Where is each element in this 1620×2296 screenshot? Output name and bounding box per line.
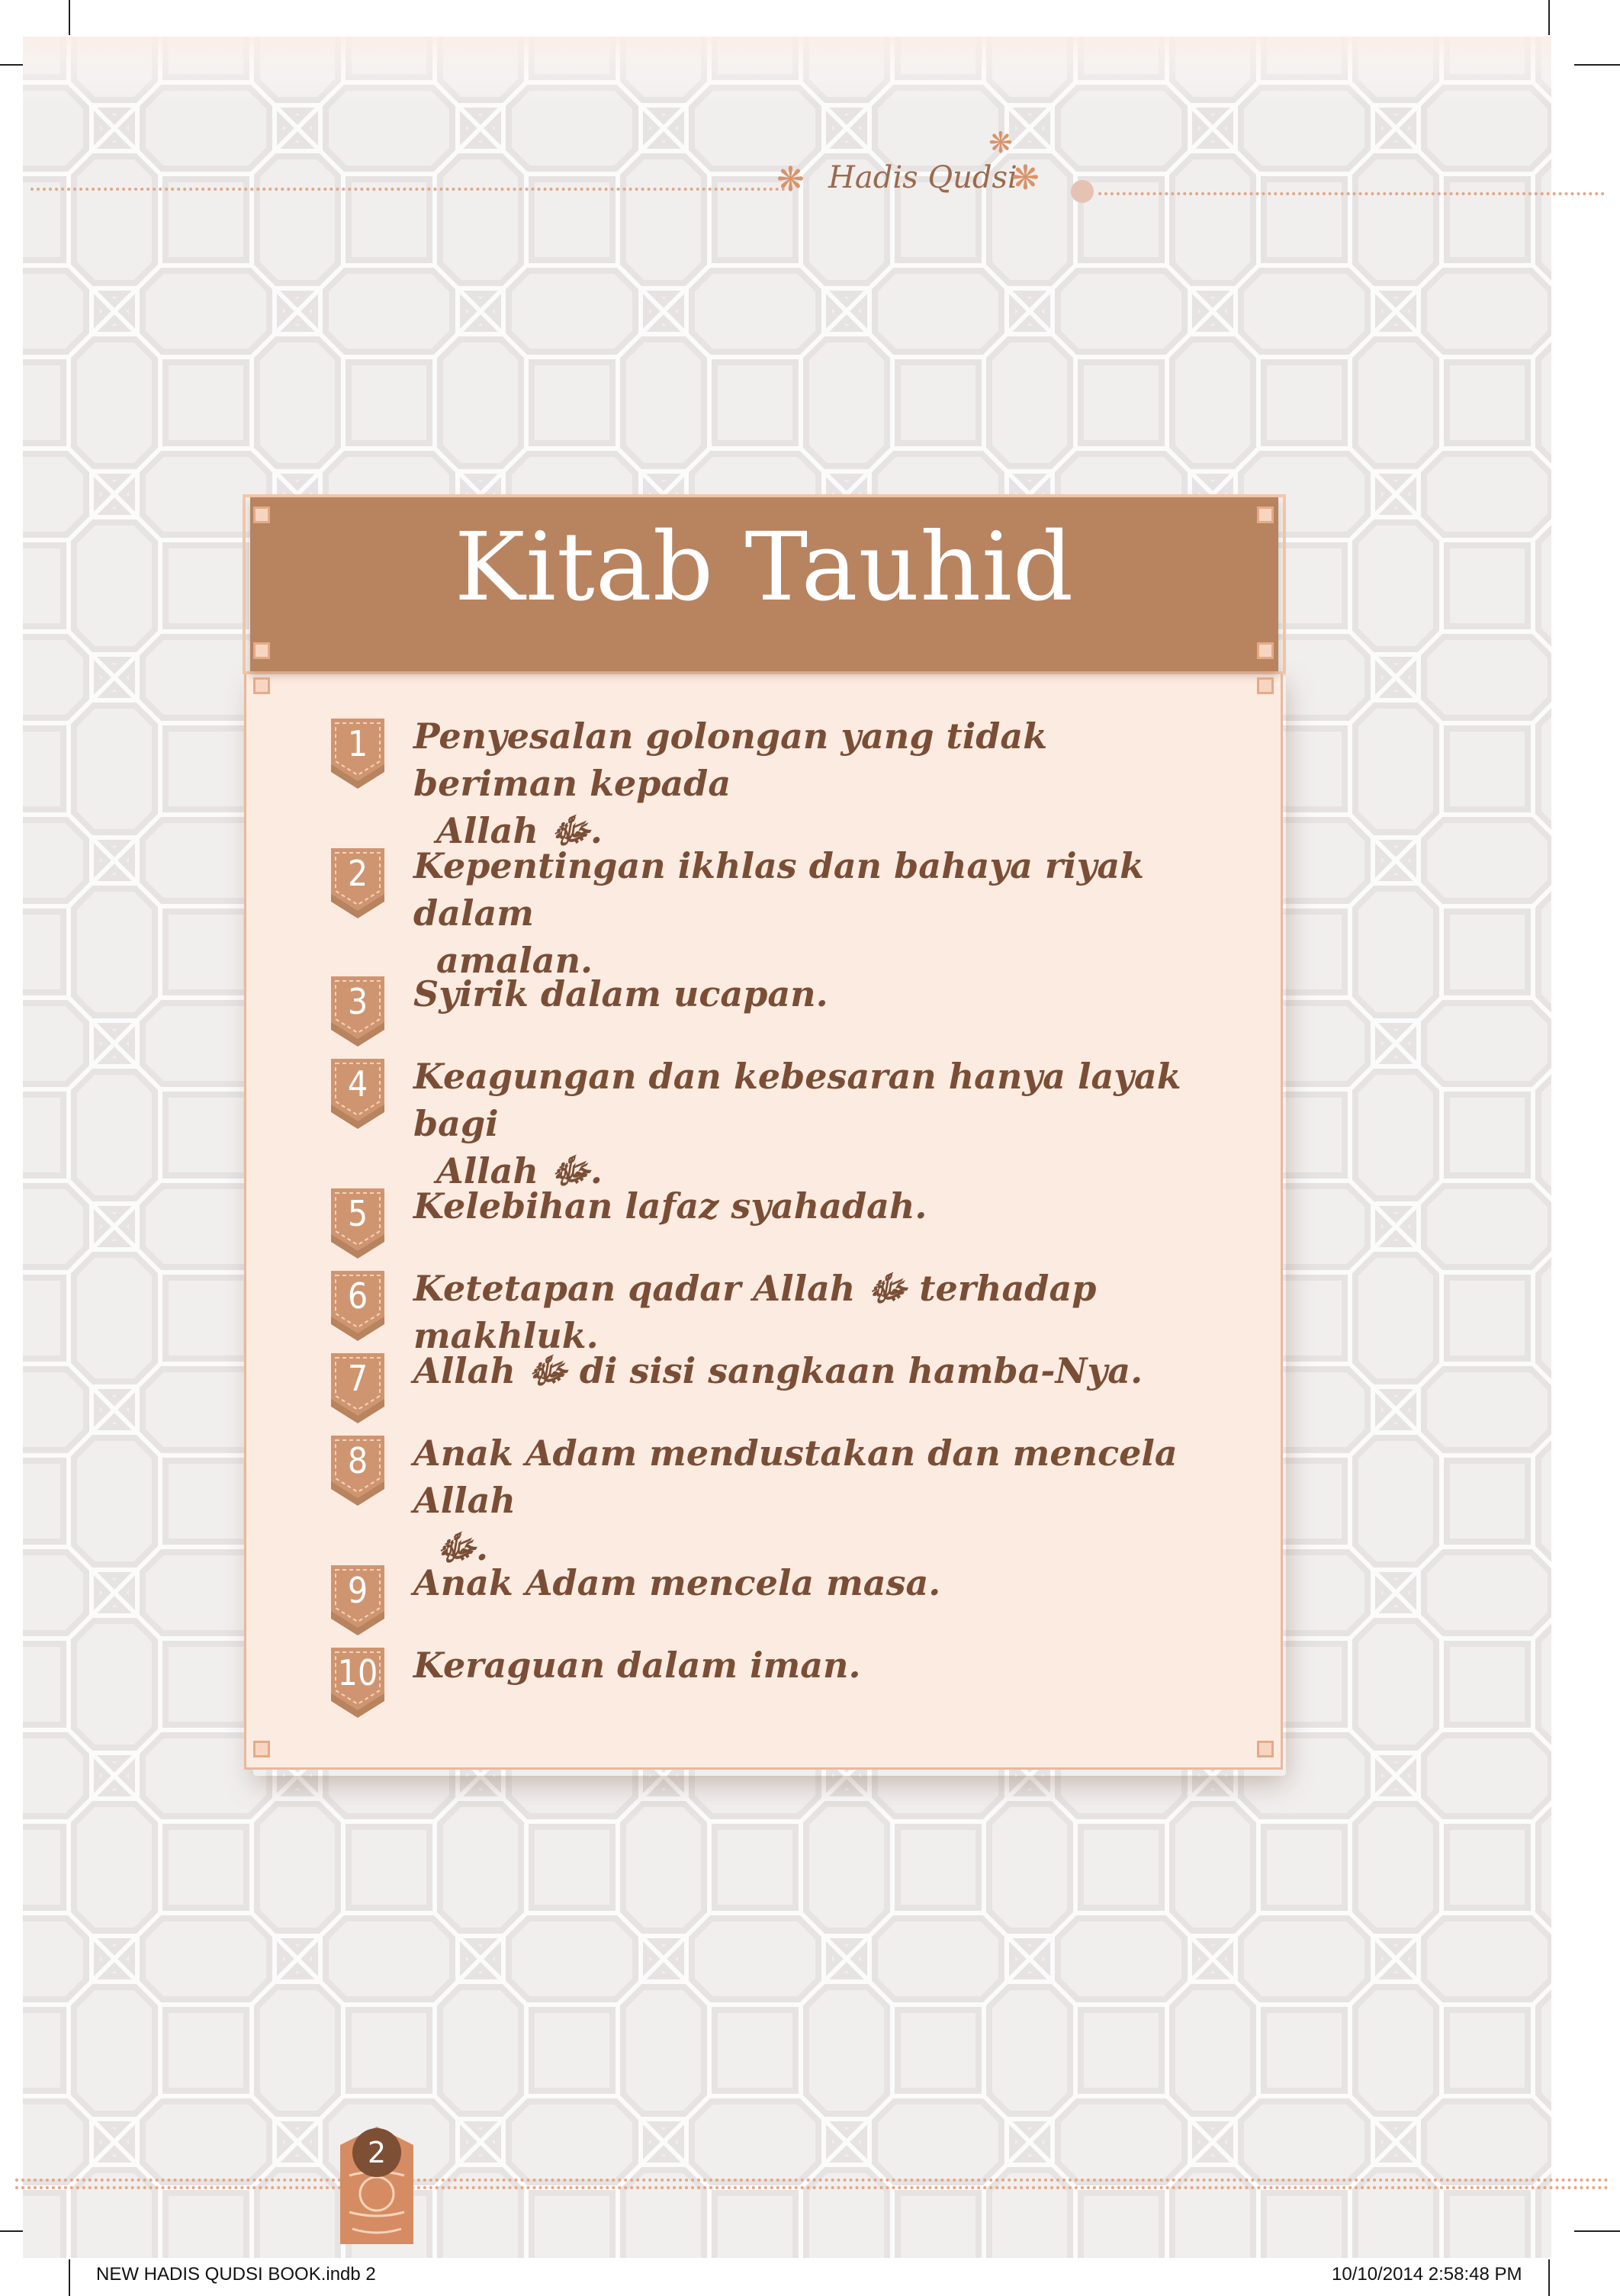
page-title: Kitab Tauhid: [454, 513, 1075, 622]
item-line-continued: Allah ﷻ.: [436, 810, 603, 851]
item-line: Anak Adam mendustakan dan mencela Allah: [413, 1433, 1178, 1521]
footer-dotted-rule: [15, 2186, 1609, 2189]
number-badge-icon: [329, 1434, 386, 1510]
crop-mark: [1548, 2259, 1550, 2296]
flourish-icon: ❋: [776, 160, 805, 199]
crop-mark: [69, 2259, 70, 2296]
crop-mark: [1574, 64, 1620, 66]
number-badge-icon: [329, 717, 386, 793]
running-head: Hadis Qudsi: [828, 160, 1017, 195]
flourish-icon: ❋: [1011, 159, 1040, 198]
item-line: Kepentingan ikhlas dan bahaya riyak dalam: [413, 845, 1145, 934]
item-line: Ketetapan qadar Allah ﷻ terhadap makhluk.: [413, 1268, 1097, 1356]
number-badge-icon: [329, 1564, 386, 1640]
number-badge-icon: [329, 1187, 386, 1263]
item-line-continued: amalan.: [436, 940, 593, 981]
header-dotted-rule-right: [1098, 192, 1605, 195]
item-number: 5: [347, 1193, 368, 1234]
item-line: Keraguan dalam iman.: [413, 1645, 861, 1686]
item-text: [413, 1182, 1222, 1230]
item-text: [413, 712, 1222, 854]
number-badge-icon: [329, 975, 386, 1051]
flourish-icon: ❋: [988, 126, 1013, 159]
item-number: 7: [347, 1358, 368, 1399]
crop-mark: [1548, 0, 1550, 35]
number-badge-icon: [329, 1646, 386, 1722]
item-text: [413, 1429, 1222, 1571]
item-text: [413, 970, 1222, 1018]
corner-ornament: [253, 1741, 270, 1757]
crop-mark: [1574, 2230, 1620, 2232]
item-number: 3: [347, 981, 368, 1022]
item-number: 10: [337, 1652, 378, 1693]
slug-filename: NEW HADIS QUDSI BOOK.indb 2: [96, 2264, 376, 2285]
corner-ornament: [1257, 642, 1274, 659]
header-dot: [1071, 180, 1094, 203]
item-line-continued: Allah ﷻ.: [436, 1150, 603, 1191]
item-line: Kelebihan lafaz syahadah.: [413, 1185, 927, 1227]
number-badge-icon: [329, 1352, 386, 1428]
item-line: Allah ﷻ di sisi sangkaan hamba-Nya.: [413, 1350, 1143, 1391]
item-number: 9: [347, 1570, 368, 1611]
item-text: [413, 1053, 1222, 1195]
item-number: 4: [347, 1063, 368, 1105]
item-text: [413, 1347, 1222, 1394]
number-badge-icon: [329, 1057, 386, 1134]
item-text: [413, 1265, 1222, 1359]
number-badge-icon: [329, 847, 386, 923]
corner-ornament: [1257, 1741, 1274, 1757]
slug-timestamp: 10/10/2014 2:58:48 PM: [1332, 2264, 1522, 2285]
item-number: 1: [347, 723, 368, 764]
corner-ornament: [253, 677, 270, 694]
item-line: Penyesalan golongan yang tidak beriman kepada: [413, 715, 1048, 804]
item-text: [413, 842, 1222, 984]
corner-ornament: [253, 642, 270, 659]
item-line: Syirik dalam ucapan.: [413, 973, 828, 1015]
item-text: [413, 1559, 1222, 1606]
item-line: Keagungan dan kebesaran hanya layak bagi: [413, 1056, 1181, 1144]
number-badge-icon: [329, 1269, 386, 1346]
item-line: Anak Adam mencela masa.: [413, 1562, 941, 1603]
footer-dotted-rule: [15, 2179, 1609, 2182]
item-number: 8: [347, 1440, 368, 1481]
header-dotted-rule-left: [31, 188, 786, 191]
item-number: 2: [347, 853, 368, 894]
corner-ornament: [1257, 677, 1274, 694]
page-number: 2: [352, 2128, 401, 2177]
item-line-continued: ﷻ.: [436, 1527, 488, 1568]
crop-mark: [69, 0, 70, 35]
item-number: 6: [347, 1275, 368, 1317]
item-text: [413, 1642, 1222, 1689]
